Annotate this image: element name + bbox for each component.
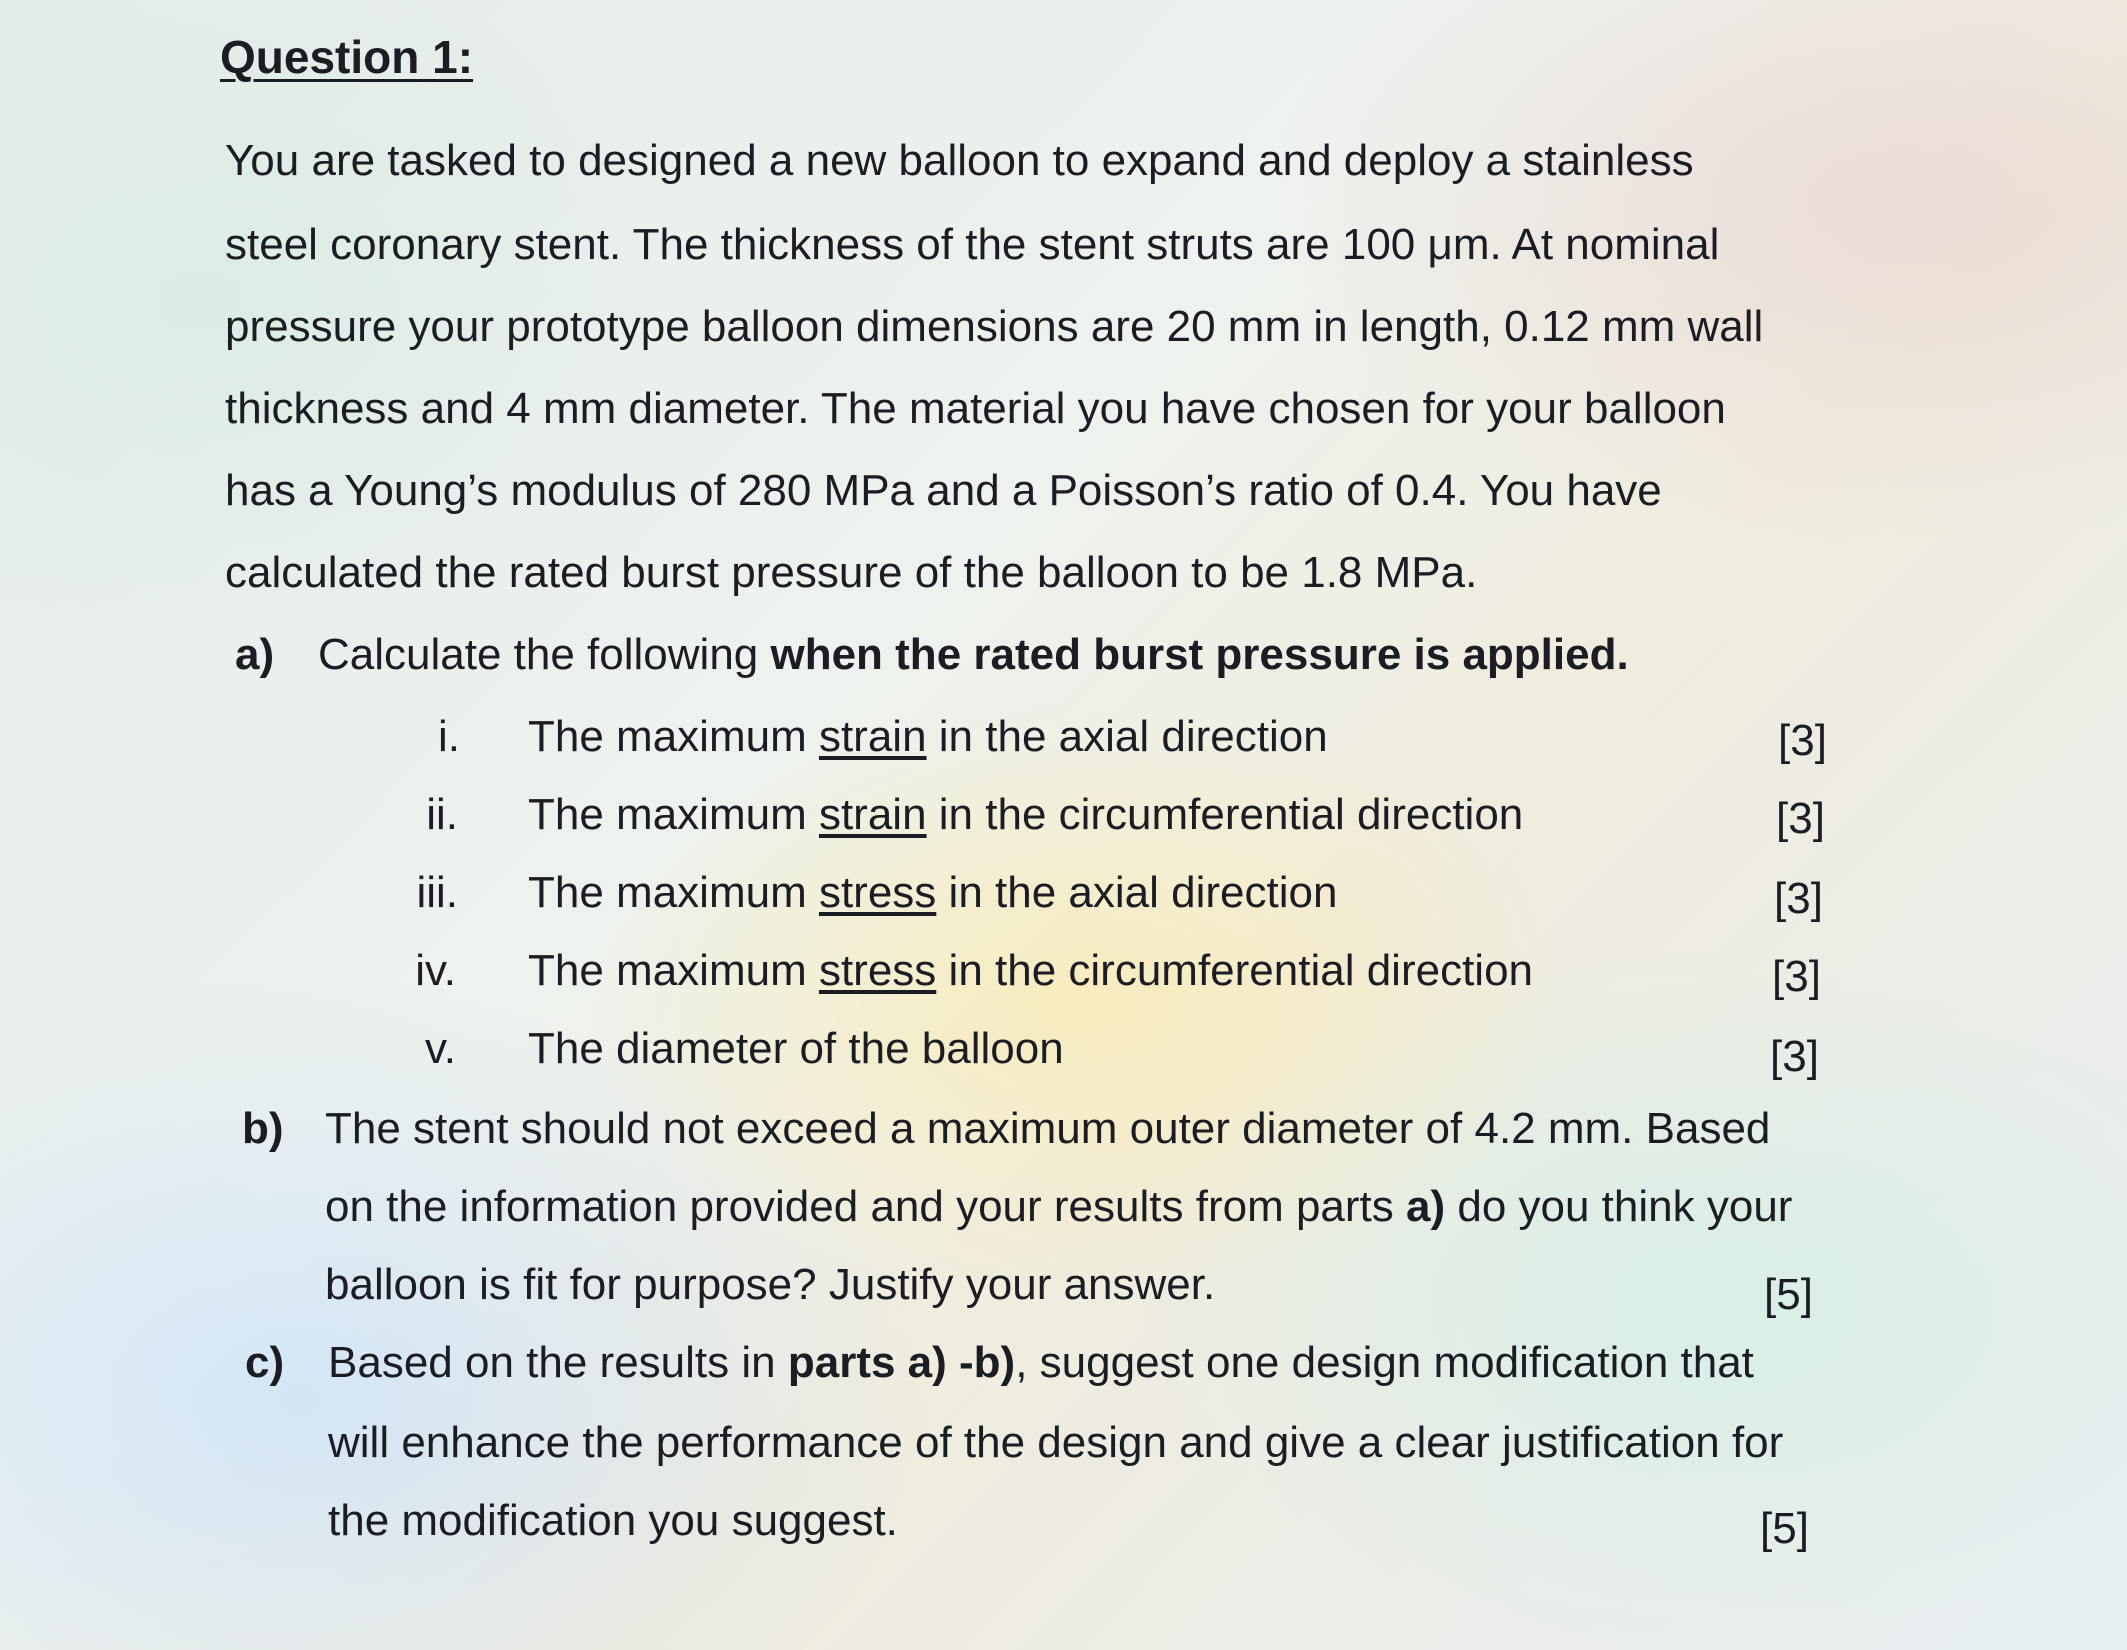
intro-line: calculated the rated burst pressure of the balloon to be 1.8 MPa.	[225, 548, 1478, 597]
part-c-line: the modification you suggest.	[328, 1496, 898, 1545]
part-c-label: c)	[245, 1338, 285, 1387]
intro-line: steel coronary stent. The thickness of the stent struts are 100 μm. At nominal	[225, 220, 1720, 269]
subitem-pre: The maximum	[528, 790, 819, 839]
part-c-emphasis: parts a) -b)	[787, 1338, 1016, 1387]
marks-badge: [5]	[1760, 1504, 1809, 1553]
intro-line: thickness and 4 mm diameter. The material you have chosen for your balloon	[225, 384, 1726, 433]
subitem-text	[528, 790, 1523, 840]
subitem-pre: The maximum	[528, 868, 819, 917]
subitem-pre: The diameter of the balloon	[528, 1024, 1064, 1073]
marks-badge: [3]	[1776, 794, 1825, 843]
marks-badge: [5]	[1764, 1270, 1813, 1319]
intro-line: has a Young’s modulus of 280 MPa and a Poisson’s ratio of 0.4. You have	[225, 466, 1662, 515]
subitem-text	[528, 946, 1533, 996]
part-a-label: a)	[235, 630, 275, 679]
marks-badge: [3]	[1770, 1032, 1819, 1081]
part-b-line: balloon is fit for purpose? Justify your answer.	[325, 1260, 1216, 1309]
part-b-emphasis: a)	[1406, 1182, 1446, 1231]
part-b-line	[325, 1182, 1792, 1232]
subitem-pre: The maximum	[528, 712, 819, 761]
part-a-text: Calculate the following	[318, 630, 771, 679]
subitem-pre: The maximum	[528, 946, 819, 995]
part-b-label: b)	[242, 1104, 284, 1153]
part-b-text: do you think your	[1445, 1182, 1793, 1231]
subitem-number: ii.	[426, 790, 458, 839]
marks-badge: [3]	[1778, 716, 1827, 765]
marks-badge: [3]	[1772, 952, 1821, 1001]
part-b-text: on the information provided and your results from parts	[325, 1182, 1406, 1231]
subitem-text	[528, 868, 1337, 918]
part-c-line	[328, 1338, 1754, 1388]
part-b-line: The stent should not exceed a maximum outer diameter of 4.2 mm. Based	[325, 1104, 1771, 1153]
intro-line: You are tasked to designed a new balloon to expand and deploy a stainless	[225, 136, 1694, 185]
question-title: Question 1:	[220, 31, 474, 83]
part-c-line: will enhance the performance of the design and give a clear justification for	[328, 1418, 1784, 1467]
subitem-keyword: strain	[818, 790, 927, 839]
subitem-post: in the axial direction	[926, 712, 1328, 761]
subitem-number: i.	[438, 712, 460, 761]
marks-badge: [3]	[1774, 874, 1823, 923]
part-c-text: Based on the results in	[328, 1338, 788, 1387]
subitem-post: in the circumferential direction	[926, 790, 1524, 839]
intro-line: pressure your prototype balloon dimensions are 20 mm in length, 0.12 mm wall	[225, 302, 1764, 351]
subitem-post: in the circumferential direction	[936, 946, 1534, 995]
subitem-text	[528, 1024, 1064, 1074]
part-a-emphasis: when the rated burst pressure is applied.	[770, 630, 1629, 679]
subitem-text	[528, 712, 1328, 762]
part-c-text: , suggest one design modification that	[1015, 1338, 1754, 1387]
subitem-keyword: stress	[818, 946, 937, 995]
subitem-keyword: stress	[818, 868, 937, 917]
subitem-number: iii.	[416, 868, 458, 917]
part-a-instruction	[318, 630, 1629, 680]
subitem-number: v.	[425, 1024, 456, 1073]
subitem-number: iv.	[415, 946, 456, 995]
subitem-post: in the axial direction	[936, 868, 1338, 917]
subitem-keyword: strain	[818, 712, 927, 761]
